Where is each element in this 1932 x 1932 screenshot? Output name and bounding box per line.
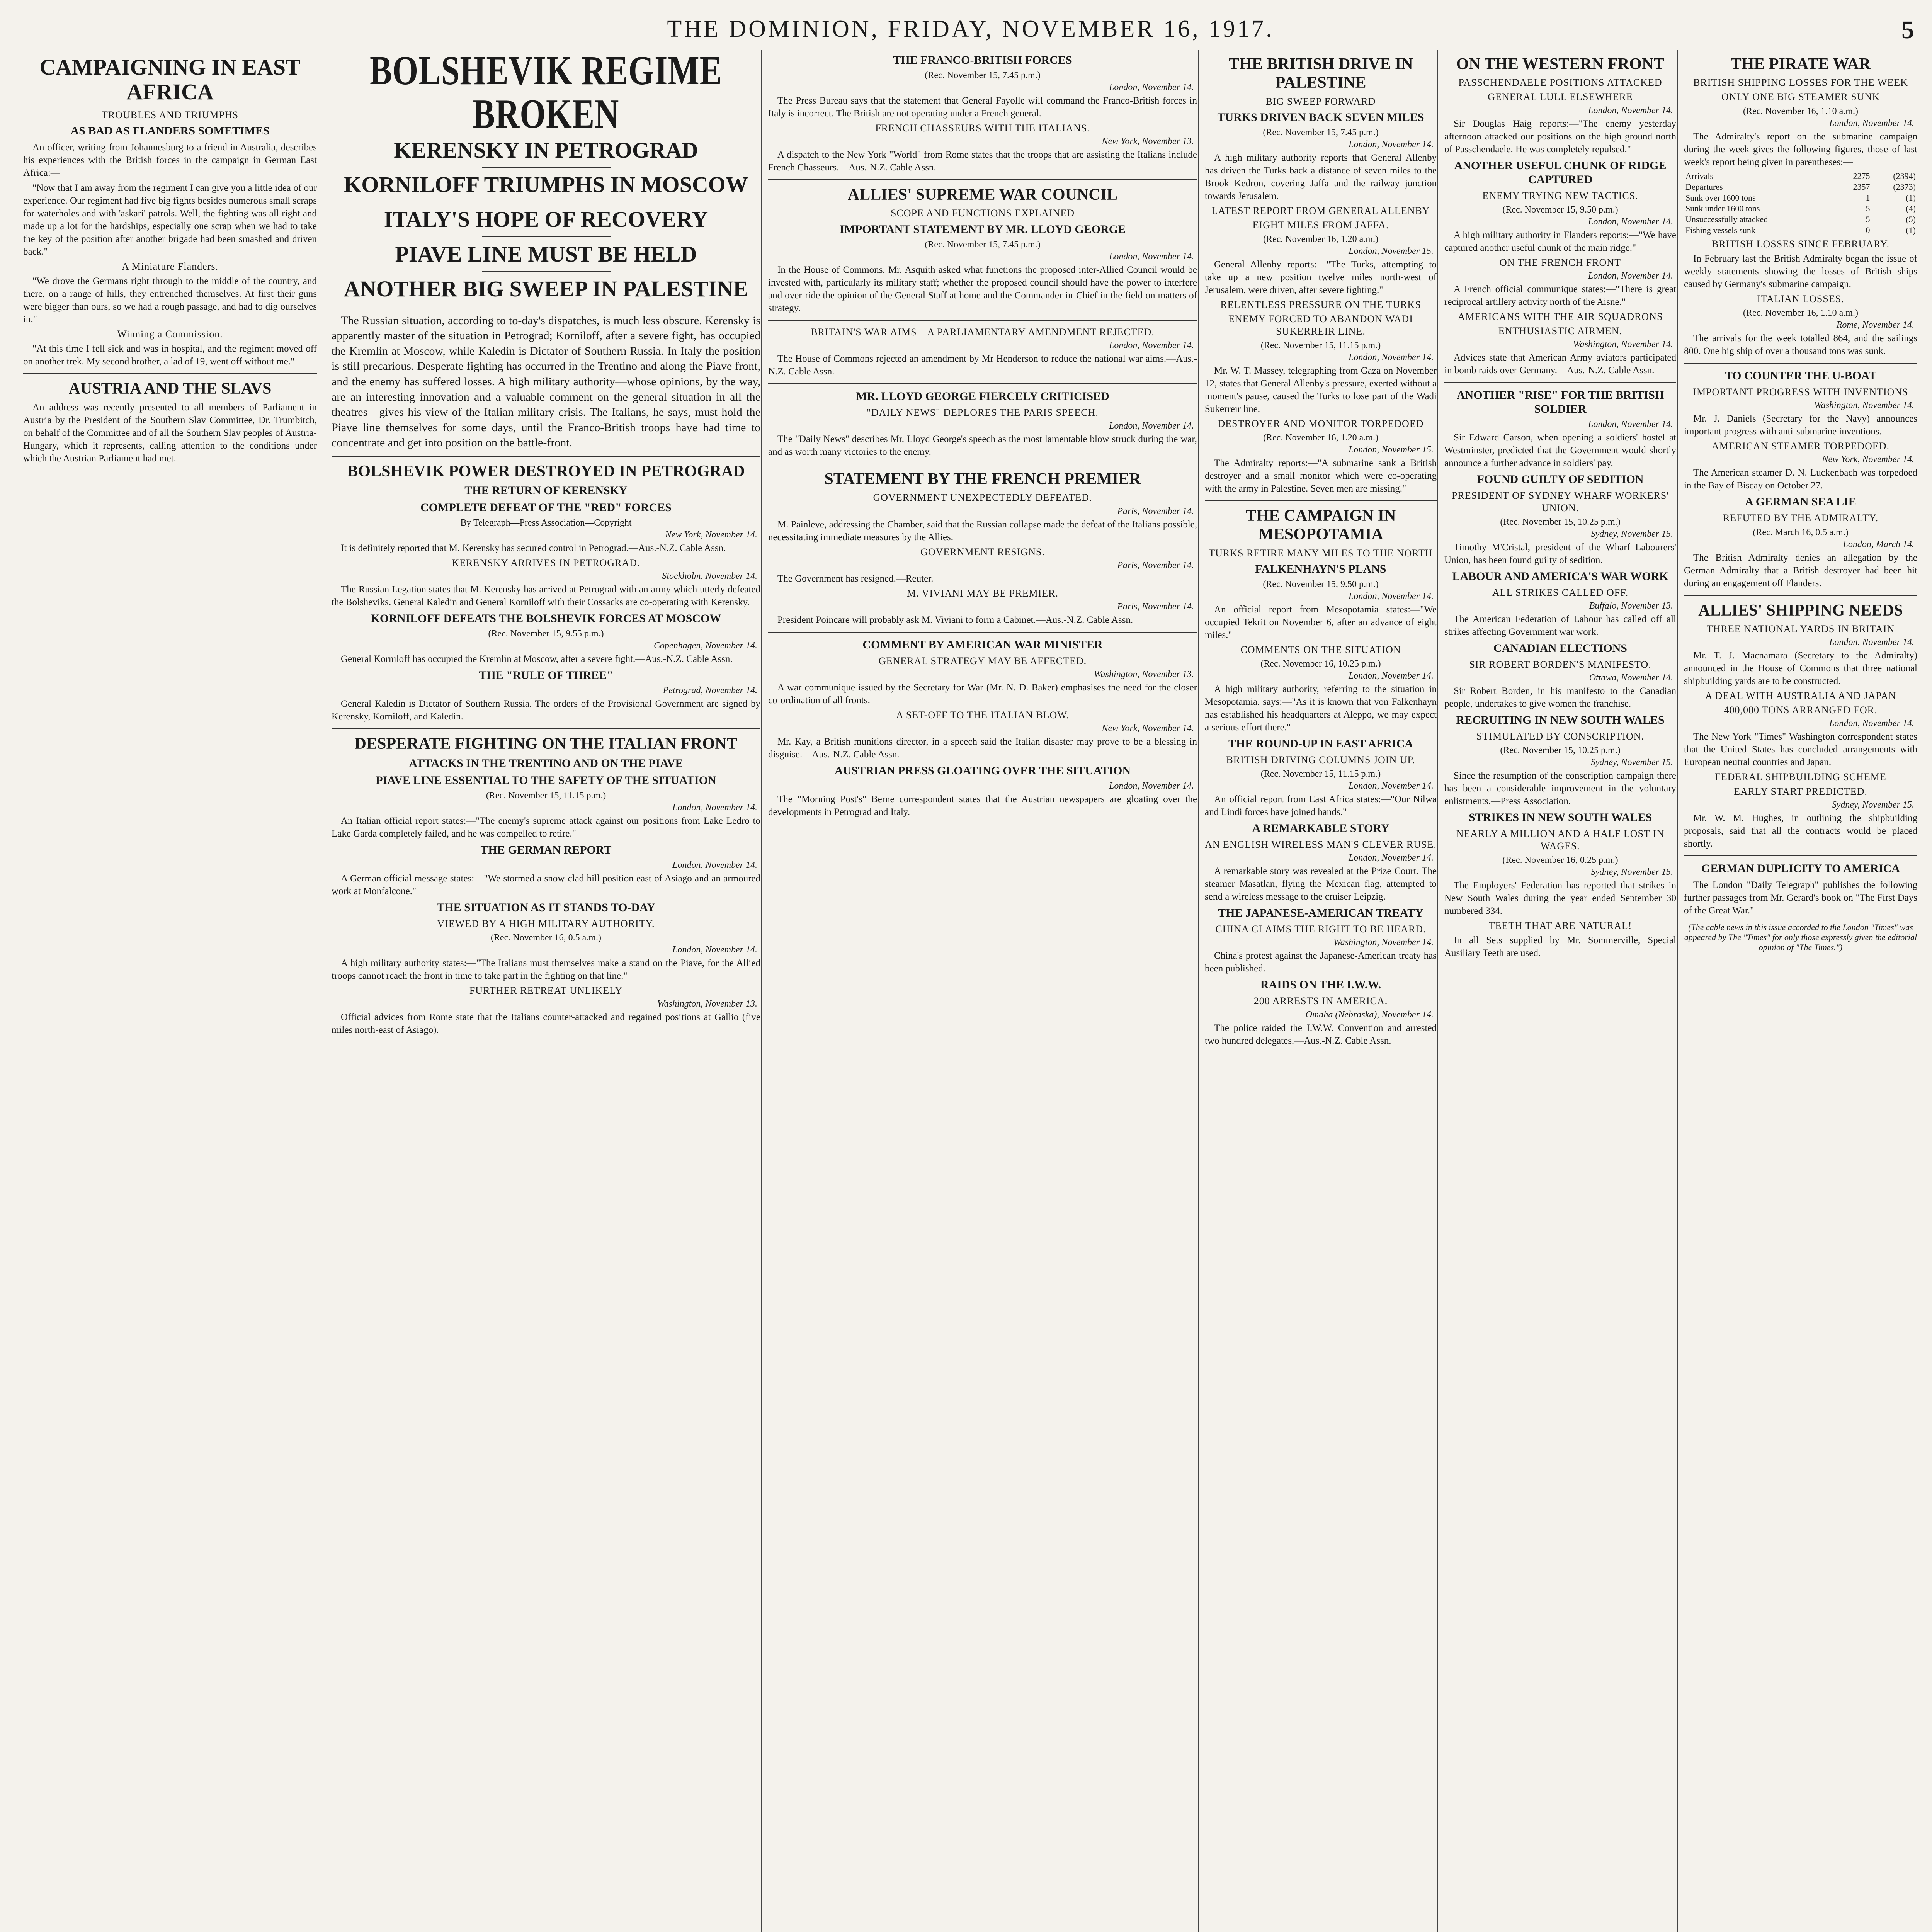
subhead: NEARLY A MILLION AND A HALF LOST IN WAGES. bbox=[1456, 828, 1665, 852]
paragraph: The "Daily News" describes Mr. Lloyd George's speech as the most lamentable blow struck during the war, and as worth many victories to the enemy. bbox=[768, 434, 1197, 457]
subhead: ENEMY FORCED TO ABANDON WADI SUKERREIR LINE. bbox=[1228, 313, 1413, 337]
shipping-losses-table bbox=[1684, 171, 1917, 236]
subhead: THE "RULE OF THREE" bbox=[479, 669, 613, 682]
dateline-place: London, November 14. bbox=[1588, 271, 1673, 281]
received-date: (Rec. November 15, 10.25 p.m.) bbox=[1500, 517, 1621, 527]
subhead: FALKENHAYN'S PLANS bbox=[1255, 562, 1386, 575]
received-date: (Rec. November 15, 7.45 p.m.) bbox=[925, 70, 1041, 80]
paragraph: An Italian official report states:—"The enemy's supreme attack against our positions from Lake Ledro to Lake Garda completely failed, and he was compelled to retire." bbox=[332, 815, 760, 839]
received-date: (Rec. March 16, 0.5 a.m.) bbox=[1753, 527, 1849, 537]
headline: KERENSKY IN PETROGRAD bbox=[394, 137, 698, 163]
headline: FOUND GUILTY OF SEDITION bbox=[1477, 473, 1644, 486]
paragraph: The Admiralty reports:—"A submarine sank a British destroyer and a small monitor which were co-operating with the army in Palestine. Seven men are missing." bbox=[1205, 457, 1437, 494]
headline: KORNILOFF TRIUMPHS IN MOSCOW bbox=[344, 172, 748, 197]
paragraph: A high military authority in Flanders reports:—"We have captured another useful chunk of the main ridge." bbox=[1444, 230, 1676, 253]
received-date: (Rec. November 15, 9.50 p.m.) bbox=[1263, 579, 1379, 589]
dateline-place: Washington, November 13. bbox=[657, 999, 757, 1009]
headline: THE FRANCO-BRITISH FORCES bbox=[893, 54, 1072, 66]
subhead: BRITISH SHIPPING LOSSES FOR THE WEEK bbox=[1693, 77, 1908, 88]
subhead: KERENSKY ARRIVES IN PETROGRAD. bbox=[452, 557, 640, 569]
subhead: "DAILY NEWS" DEPLORES THE PARIS SPEECH. bbox=[867, 406, 1099, 418]
paragraph: The Press Bureau says that the statement that General Fayolle will command the Franco-British forces in Italy is incorrect. The British are not operating under a French general. bbox=[768, 95, 1197, 119]
paragraph: A remarkable story was revealed at the Prize Court. The steamer Masatlan, flying the Mexican flag, attempted to send a wireless message to the cruiser Leipzig. bbox=[1205, 866, 1437, 902]
headline: TO COUNTER THE U-BOAT bbox=[1725, 369, 1877, 383]
stats-value: 2357 bbox=[1853, 182, 1870, 192]
dateline-place: New York, November 13. bbox=[1102, 136, 1194, 147]
paragraph: Timothy M'Cristal, president of the Wharf Labourers' Union, has been found guilty of sedition. bbox=[1444, 542, 1676, 565]
column-3 bbox=[761, 50, 1197, 1932]
headline: A GERMAN SEA LIE bbox=[1745, 495, 1856, 509]
stats-label: Sunk under 1600 tons bbox=[1685, 203, 1760, 213]
stats-value: 5 bbox=[1866, 214, 1870, 224]
subhead: BIG SWEEP FORWARD bbox=[1265, 95, 1376, 107]
headline: ON THE WESTERN FRONT bbox=[1456, 55, 1665, 73]
dateline-place: London, November 14. bbox=[672, 944, 757, 955]
subhead: COMPLETE DEFEAT OF THE "RED" FORCES bbox=[420, 501, 672, 514]
dateline-place: Petrograd, November 14. bbox=[663, 685, 757, 696]
subhead: EIGHT MILES FROM JAFFA. bbox=[1252, 219, 1389, 231]
dateline-place: London, November 14. bbox=[1109, 251, 1194, 262]
subhead: RELENTLESS PRESSURE ON THE TURKS bbox=[1220, 299, 1421, 311]
dateline-place: Washington, November 14. bbox=[1814, 400, 1914, 411]
dateline-place: London, November 14. bbox=[1349, 139, 1434, 150]
subhead: 400,000 TONS ARRANGED FOR. bbox=[1724, 704, 1878, 716]
dateline-place: Rome, November 14. bbox=[1836, 320, 1914, 330]
subhead: FEDERAL SHIPBUILDING SCHEME bbox=[1715, 771, 1886, 783]
received-date: (Rec. November 16, 0.25 p.m.) bbox=[1502, 855, 1618, 865]
summary-paragraph: The Russian situation, according to to-day's dispatches, is much less obscure. Kerensky is apparently master of the situation in Petrograd; Korniloff, after a severe fight, has occupied the Kremlin at Moscow, while Kaledin is Dictator of Southern Russia. In Italy the position is still precarious. Desperate fighting has occurred in the Trentino and along the Piave front, and the enemy has suffered losses. A high military authority—whose opinions, by the way, are an interesting innovation and a valuable comment on the general situation in all the theatres—gives his view of the Italian military crisis. The Italians, he says, must hold the Piave line themselves for some days, until the Franco-British troops have had time to concentrate and get into position on the battle-front. bbox=[332, 314, 760, 449]
dateline-place: Sydney, November 15. bbox=[1590, 757, 1673, 768]
newspaper-page bbox=[23, 15, 1918, 1932]
paragraph: The "Morning Post's" Berne correspondent states that the Austrian newspapers are gloating over the developments in Petrograd and Italy. bbox=[768, 794, 1197, 818]
headline: STATEMENT BY THE FRENCH PREMIER bbox=[824, 470, 1141, 488]
subhead: A SET-OFF TO THE ITALIAN BLOW. bbox=[896, 709, 1069, 721]
paragraph: "At this time I fell sick and was in hospital, and the regiment moved off on another trek. My second brother, a lad of 19, went off without me." bbox=[23, 344, 317, 367]
subhead: ATTACKS IN THE TRENTINO AND ON THE PIAVE bbox=[409, 757, 683, 770]
headline: LABOUR AND AMERICA'S WAR WORK bbox=[1452, 570, 1668, 583]
paragraph: The arrivals for the week totalled 864, and the sailings 800. One big ship of over a thousand tons was sunk. bbox=[1684, 333, 1917, 357]
subhead: ITALIAN LOSSES. bbox=[1757, 293, 1844, 304]
subhead: DESTROYER AND MONITOR TORPEDOED bbox=[1218, 418, 1424, 429]
headline: A REMARKABLE STORY bbox=[1252, 822, 1389, 835]
dateline-place: London, November 14. bbox=[1349, 853, 1434, 863]
headline: PIAVE LINE MUST BE HELD bbox=[395, 241, 697, 267]
stats-row bbox=[1684, 171, 1917, 182]
paragraph: President Poincare will probably ask M. Viviani to form a Cabinet.—Aus.-N.Z. Cable Assn. bbox=[777, 614, 1133, 625]
masthead-title: THE DOMINION, FRIDAY, NOVEMBER 16, 1917. bbox=[667, 16, 1274, 42]
subhead: TURKS DRIVEN BACK SEVEN MILES bbox=[1217, 111, 1424, 124]
headline: ALLIES' SHIPPING NEEDS bbox=[1698, 601, 1903, 619]
paragraph: General Allenby reports:—"The Turks, attempting to take up a new position twelve miles north-west of Jerusalem, were driven, after severe fighting." bbox=[1205, 259, 1437, 296]
section-head: Winning a Commission. bbox=[117, 328, 223, 340]
subhead: FURTHER RETREAT UNLIKELY bbox=[469, 985, 623, 996]
subhead: REFUTED BY THE ADMIRALTY. bbox=[1723, 512, 1879, 524]
section-head: A Miniature Flanders. bbox=[122, 260, 218, 272]
paragraph: The American Federation of Labour has called off all strikes affecting Government war work. bbox=[1444, 614, 1676, 637]
paragraph: An official report from Mesopotamia states:—"We occupied Tekrit on November 6, after an advance of eight miles." bbox=[1205, 604, 1437, 640]
paragraph: A German official message states:—"We stormed a snow-clad hill position east of Asiago and an armoured work at Monfalcone." bbox=[332, 873, 760, 896]
subhead: CHINA CLAIMS THE RIGHT TO BE HEARD. bbox=[1215, 923, 1426, 935]
paragraph: A French official communique states:—"There is great reciprocal artillery activity north of the Aisne." bbox=[1444, 284, 1676, 308]
received-date: (Rec. November 16, 1.10 a.m.) bbox=[1743, 308, 1858, 318]
headline: BOLSHEVIK POWER DESTROYED IN PETROGRAD bbox=[347, 462, 745, 480]
subhead: GENERAL LULL ELSEWHERE bbox=[1488, 91, 1633, 103]
subhead: ENEMY TRYING NEW TACTICS. bbox=[1482, 190, 1638, 201]
subhead: IMPORTANT PROGRESS WITH INVENTIONS bbox=[1693, 386, 1908, 398]
dateline-place: Sydney, November 15. bbox=[1590, 529, 1673, 539]
dateline-place: London, November 14. bbox=[1109, 340, 1194, 350]
paragraph: The British Admiralty denies an allegation by the German Admiralty that a British destroyer had been hit during an engagement off Flanders. bbox=[1684, 552, 1917, 588]
dateline-place: Paris, November 14. bbox=[1117, 601, 1194, 612]
subhead: BRITAIN'S WAR AIMS—A PARLIAMENTARY AMENDMENT REJECTED. bbox=[811, 326, 1155, 338]
received-date: (Rec. November 16, 1.20 a.m.) bbox=[1263, 432, 1378, 443]
subhead: PASSCHENDAELE POSITIONS ATTACKED bbox=[1458, 77, 1662, 88]
stats-label: Arrivals bbox=[1685, 171, 1714, 181]
subhead: SIR ROBERT BORDEN'S MANIFESTO. bbox=[1469, 658, 1651, 670]
paragraph: General Korniloff has occupied the Kremlin at Moscow, after a severe fight.—Aus.-N.Z. Cable Assn. bbox=[341, 654, 733, 665]
received-date: (Rec. November 15, 7.45 p.m.) bbox=[925, 239, 1041, 250]
subhead: AN ENGLISH WIRELESS MAN'S CLEVER RUSE. bbox=[1205, 839, 1437, 850]
column-5 bbox=[1437, 50, 1676, 1932]
paragraph: An official report from East Africa states:—"Our Nilwa and Lindi forces have joined hands." bbox=[1205, 794, 1437, 818]
dateline-place: London, November 14. bbox=[1588, 105, 1673, 116]
dateline-place: London, November 14. bbox=[1109, 421, 1194, 431]
stats-row bbox=[1684, 203, 1917, 214]
subhead: THREE NATIONAL YARDS IN BRITAIN bbox=[1706, 623, 1895, 634]
subhead: ONLY ONE BIG STEAMER SUNK bbox=[1721, 91, 1880, 103]
subhead: ENTHUSIASTIC AIRMEN. bbox=[1498, 325, 1622, 337]
received-date: (Rec. November 15, 9.50 p.m.) bbox=[1502, 204, 1618, 215]
subhead: FRENCH CHASSEURS WITH THE ITALIANS. bbox=[875, 122, 1090, 134]
dateline-place: London, November 14. bbox=[1109, 781, 1194, 791]
paragraph: Advices state that American Army aviators participated in bomb raids over Germany.—Aus.-N.Z. Cable Assn. bbox=[1444, 352, 1676, 376]
masthead bbox=[23, 15, 1918, 44]
headline: ANOTHER USEFUL CHUNK OF RIDGE CAPTURED bbox=[1454, 159, 1667, 186]
paragraph: Sir Robert Borden, in his manifesto to the Canadian people, undertakes to give women the franchise. bbox=[1444, 686, 1676, 709]
paragraph: A war communique issued by the Secretary for War (Mr. N. D. Baker) emphasises the need for the closer co-ordination of all fronts. bbox=[768, 682, 1197, 706]
subhead: TEETH THAT ARE NATURAL! bbox=[1488, 920, 1632, 931]
paragraph: The Russian Legation states that M. Kerensky has arrived at Petrograd with an army which utterly defeated the Bolsheviks. General Kaledin and General Korniloff with their Cossacks are co-operating with Kerensky. bbox=[332, 584, 760, 608]
subhead: LATEST REPORT FROM GENERAL ALLENBY bbox=[1211, 205, 1430, 216]
headline: RAIDS ON THE I.W.W. bbox=[1260, 978, 1381, 992]
stats-label: Departures bbox=[1685, 182, 1723, 192]
dateline-place: Stockholm, November 14. bbox=[662, 571, 757, 582]
paragraph: China's protest against the Japanese-American treaty has been published. bbox=[1205, 951, 1437, 974]
headline: THE ROUND-UP IN EAST AFRICA bbox=[1228, 737, 1413, 750]
paragraph: Mr. W. T. Massey, telegraphing from Gaza on November 12, states that General Allenby's pressure, exerted without a moment's pause, caused the Turks to lose part of the Wadi Sukerreir line. bbox=[1205, 365, 1437, 414]
paragraph: It is definitely reported that M. Kerensky has secured control in Petrograd.—Aus.-N.Z. Cable Assn. bbox=[341, 543, 726, 554]
paragraph: The Employers' Federation has reported that strikes in New South Wales during the year ended September 30 numbered 334. bbox=[1444, 880, 1676, 916]
headline: THE PIRATE WAR bbox=[1730, 55, 1871, 73]
stats-value: 1 bbox=[1866, 192, 1870, 202]
headline: ALLIES' SUPREME WAR COUNCIL bbox=[847, 186, 1118, 204]
dateline-place: Omaha (Nebraska), November 14. bbox=[1305, 1009, 1434, 1020]
page-number: 5 bbox=[1901, 16, 1914, 44]
footnote: (The cable news in this issue accorded to the London "Times" was appeared by The "Times" for only those expressly given the editorial opinion of "The Times.") bbox=[1684, 922, 1917, 952]
paragraph: Official advices from Rome state that the Italians counter-attacked and regained positions at Gallio (five miles north-east of Asiago). bbox=[332, 1012, 760, 1036]
dateline-place: Buffalo, November 13. bbox=[1589, 600, 1673, 611]
stats-row bbox=[1684, 192, 1917, 203]
subhead: A DEAL WITH AUSTRALIA AND JAPAN bbox=[1705, 690, 1896, 702]
paragraph: A high military authority reports that General Allenby has driven the Turks back a distance of seven miles to the Brook Kedron, covering Jaffa and the railway junction towards Jerusalem. bbox=[1205, 152, 1437, 201]
article-body bbox=[23, 141, 317, 368]
stats-prev: (1) bbox=[1906, 225, 1916, 235]
dateline-place: London, November 15. bbox=[1349, 246, 1434, 257]
stats-row bbox=[1684, 182, 1917, 192]
paragraph: "Now that I am away from the regiment I can give you a little idea of our experience. Our regiment had five big fights besides numerous small scraps for waterholes and with 'askari' patrols. Well, the fighting was all right and made up a lot for the hardships, especially one scrap when we had to take the key of the position after another brigade had been smashed and driven back." bbox=[23, 182, 317, 257]
dateline-place: Washington, November 14. bbox=[1573, 339, 1673, 350]
subhead: BRITISH LOSSES SINCE FEBRUARY. bbox=[1711, 238, 1890, 250]
paragraph: A high military authority states:—"The Italians must themselves make a stand on the Piave, for the Allied troops cannot reach the front in time to take part in the fighting on that line." bbox=[332, 957, 760, 981]
paragraph: A dispatch to the New York "World" from Rome states that the troops that are assisting the Italians include French Chasseurs.—Aus.-N.Z. Cable Assn. bbox=[768, 150, 1197, 173]
received-date: (Rec. November 15, 10.25 p.m.) bbox=[1500, 745, 1621, 756]
dateline-place: Ottawa, November 14. bbox=[1589, 673, 1673, 683]
dateline-place: Paris, November 14. bbox=[1117, 506, 1194, 516]
dateline-place: London, November 14. bbox=[1349, 352, 1434, 362]
headline: ANOTHER BIG SWEEP IN PALESTINE bbox=[344, 276, 748, 301]
paragraph: The police raided the I.W.W. Convention and arrested two hundred delegates.—Aus.-N.Z. Cable Assn. bbox=[1205, 1022, 1437, 1046]
paragraph: In February last the British Admiralty began the issue of weekly statements showing the losses of British ships caused by Germany's submarine campaign. bbox=[1684, 253, 1917, 289]
stats-prev: (1) bbox=[1906, 192, 1916, 202]
headline: THE BRITISH DRIVE IN PALESTINE bbox=[1228, 55, 1413, 92]
column-2 bbox=[325, 50, 760, 1932]
paragraph: Sir Douglas Haig reports:—"The enemy yesterday afternoon attacked our positions on the high ground north of Passchendaele. He was completely repulsed." bbox=[1444, 118, 1676, 155]
paragraph: The Government has resigned.—Reuter. bbox=[777, 573, 934, 584]
subhead: AMERICAN STEAMER TORPEDOED. bbox=[1711, 440, 1890, 452]
subhead: VIEWED BY A HIGH MILITARY AUTHORITY. bbox=[437, 918, 655, 929]
dateline-place: London, November 14. bbox=[1829, 118, 1914, 128]
paragraph: The House of Commons rejected an amendment by Mr Henderson to reduce the national war aims.—Aus.-N.Z. Cable Assn. bbox=[768, 353, 1197, 377]
paragraph: Since the resumption of the conscription campaign there has been a considerable improvement in the voluntary enlistments.—Press Association. bbox=[1444, 770, 1676, 807]
headline: GERMAN DUPLICITY TO AMERICA bbox=[1701, 862, 1900, 875]
received-date: (Rec. November 16, 1.20 a.m.) bbox=[1263, 234, 1378, 245]
paragraph: Mr. T. J. Macnamara (Secretary to the Admiralty) announced in the House of Commons that three national shipbuilding yards are to be constructed. bbox=[1684, 650, 1917, 687]
headline: STRIKES IN NEW SOUTH WALES bbox=[1468, 811, 1652, 824]
paragraph: Mr. J. Daniels (Secretary for the Navy) announces important progress with anti-submarine inventions. bbox=[1684, 413, 1917, 437]
subhead: THE SITUATION AS IT STANDS TO-DAY bbox=[437, 901, 655, 914]
dateline-place: London, November 14. bbox=[1829, 718, 1914, 729]
subhead: GOVERNMENT RESIGNS. bbox=[920, 546, 1045, 558]
headline: MR. LLOYD GEORGE FIERCELY CRITICISED bbox=[856, 389, 1109, 403]
paragraph: An address was recently presented to all members of Parliament in Austria by the President of the Southern Slav Committee, Dr. Trumbitch, on behalf of the Committee and of all the Southern Slav peoples of Austria-Hungary, which it represents, calling attention to the conditions under which the Austrian Parliament had met. bbox=[23, 402, 317, 464]
dateline-place: London, November 14. bbox=[672, 802, 757, 813]
subhead: 200 ARRESTS IN AMERICA. bbox=[1253, 995, 1388, 1007]
stats-value: 0 bbox=[1866, 225, 1870, 235]
dateline-place: Washington, November 13. bbox=[1094, 669, 1194, 680]
subhead: SCOPE AND FUNCTIONS EXPLAINED bbox=[890, 207, 1075, 219]
received-date: (Rec. November 16, 1.10 a.m.) bbox=[1743, 106, 1858, 116]
subhead: IMPORTANT STATEMENT BY MR. LLOYD GEORGE bbox=[839, 223, 1126, 236]
paragraph: Sir Edward Carson, when opening a soldiers' hostel at Westminster, predicted that the Government would shortly announce a further advance in soldiers' pay. bbox=[1444, 432, 1676, 469]
dateline-place: London, November 14. bbox=[1588, 216, 1673, 227]
headline: RECRUITING IN NEW SOUTH WALES bbox=[1456, 714, 1665, 727]
dateline-place: London, November 14. bbox=[1349, 670, 1434, 681]
headline: COMMENT BY AMERICAN WAR MINISTER bbox=[862, 638, 1103, 651]
paragraph: M. Painleve, addressing the Chamber, said that the Russian collapse made the defeat of the Italians possible, necessitating immediate measures by the Allies. bbox=[768, 519, 1197, 543]
paragraph: The New York "Times" Washington correspondent states that the United States has concluded arrangements with European neutral countries and Japan. bbox=[1684, 731, 1917, 768]
dateline-place: Sydney, November 15. bbox=[1590, 867, 1673, 877]
paragraph: General Kaledin is Dictator of Southern Russia. The orders of the Provisional Government are signed by Kerensky, Korniloff, and Kaledin. bbox=[332, 699, 760, 722]
stats-value: 2275 bbox=[1853, 171, 1870, 181]
byline: By Telegraph—Press Association—Copyright bbox=[460, 518, 632, 528]
stats-value: 5 bbox=[1866, 203, 1870, 213]
headline: CAMPAIGNING IN EAST AFRICA bbox=[39, 54, 301, 104]
subhead: GOVERNMENT UNEXPECTEDLY DEFEATED. bbox=[873, 492, 1092, 503]
stats-label: Sunk over 1600 tons bbox=[1685, 192, 1756, 202]
subhead: AS BAD AS FLANDERS SOMETIMES bbox=[70, 124, 270, 137]
subhead: ON THE FRENCH FRONT bbox=[1500, 257, 1621, 268]
subhead: THE RETURN OF KERENSKY bbox=[464, 484, 628, 497]
received-date: (Rec. November 15, 7.45 p.m.) bbox=[1263, 127, 1379, 138]
column-4 bbox=[1198, 50, 1437, 1932]
stats-prev: (5) bbox=[1906, 214, 1916, 224]
subhead: TURKS RETIRE MANY MILES TO THE NORTH bbox=[1209, 547, 1433, 559]
subhead: TROUBLES AND TRIUMPHS bbox=[101, 109, 239, 121]
column-6 bbox=[1677, 50, 1917, 1932]
subhead: ALL STRIKES CALLED OFF. bbox=[1492, 587, 1629, 598]
subhead: EARLY START PREDICTED. bbox=[1734, 786, 1867, 797]
dateline-place: Paris, November 14. bbox=[1117, 560, 1194, 570]
paragraph: The Admiralty's report on the submarine campaign during the week gives the following figures, those of last week's report being given in parentheses:— bbox=[1684, 131, 1917, 167]
headline: AUSTRIA AND THE SLAVS bbox=[68, 380, 272, 398]
stats-label: Unsuccessfully attacked bbox=[1685, 214, 1768, 224]
dateline-place: Washington, November 14. bbox=[1333, 937, 1434, 948]
dateline-place: London, November 14. bbox=[1109, 82, 1194, 92]
stats-prev: (4) bbox=[1906, 203, 1916, 213]
main-headline: BOLSHEVIK REGIME BROKEN bbox=[369, 50, 723, 137]
received-date: (Rec. November 16, 0.5 a.m.) bbox=[491, 932, 601, 943]
paragraph: Mr. W. M. Hughes, in outlining the shipbuilding proposals, said that all the contracts would be placed shortly. bbox=[1684, 813, 1917, 849]
paragraph: In the House of Commons, Mr. Asquith asked what functions the proposed inter-Allied Council would be invested with, particularly its military staff; whether the proposed council should have the power to interfere and over-ride the opinion of the General Staff at home and the Commander-in-Chief in the field on matters of strategy. bbox=[768, 264, 1197, 313]
dateline-place: New York, November 14. bbox=[665, 530, 757, 540]
subhead: STIMULATED BY CONSCRIPTION. bbox=[1476, 731, 1645, 742]
stats-label: Fishing vessels sunk bbox=[1685, 225, 1755, 235]
dateline-place: Copenhagen, November 14. bbox=[654, 641, 757, 651]
received-date: (Rec. November 15, 9.55 p.m.) bbox=[488, 629, 604, 639]
headline: AUSTRIAN PRESS GLOATING OVER THE SITUATION bbox=[834, 764, 1131, 777]
subhead: PIAVE LINE ESSENTIAL TO THE SAFETY OF THE SITUATION bbox=[376, 774, 716, 787]
dateline-place: Sydney, November 15. bbox=[1832, 799, 1914, 810]
stats-prev: (2373) bbox=[1893, 182, 1916, 192]
headline: ANOTHER "RISE" FOR THE BRITISH SOLDIER bbox=[1456, 389, 1664, 416]
dateline-place: London, November 14. bbox=[1349, 591, 1434, 601]
divider bbox=[23, 373, 317, 374]
dateline-place: London, November 14. bbox=[1588, 419, 1673, 430]
received-date: (Rec. November 15, 11.15 p.m.) bbox=[1260, 340, 1381, 350]
dateline-place: New York, November 14. bbox=[1822, 454, 1914, 465]
paragraph: Mr. Kay, a British munitions director, in a speech said the Italian disaster may prove to be a blessing in disguise.—Aus.-N.Z. Cable Assn. bbox=[768, 736, 1197, 760]
subhead: PRESIDENT OF SYDNEY WHARF WORKERS' UNION. bbox=[1451, 490, 1669, 514]
subhead: THE GERMAN REPORT bbox=[480, 843, 612, 856]
stats-row bbox=[1684, 225, 1917, 236]
dateline-place: London, November 14. bbox=[1829, 637, 1914, 648]
headline: THE JAPANESE-AMERICAN TREATY bbox=[1218, 906, 1423, 920]
subhead: GENERAL STRATEGY MAY BE AFFECTED. bbox=[878, 655, 1087, 667]
subhead: AMERICANS WITH THE AIR SQUADRONS bbox=[1458, 311, 1663, 323]
column-1 bbox=[23, 50, 317, 1932]
dateline-place: London, November 15. bbox=[1349, 444, 1434, 455]
received-date: (Rec. November 15, 11.15 p.m.) bbox=[486, 790, 606, 801]
dateline-place: London, November 14. bbox=[1349, 781, 1434, 791]
stats-prev: (2394) bbox=[1893, 171, 1916, 181]
paragraph: In all Sets supplied by Mr. Sommerville, Special Ausiliary Teeth are used. bbox=[1444, 935, 1676, 958]
dateline-place: New York, November 14. bbox=[1102, 723, 1194, 734]
paragraph: The London "Daily Telegraph" publishes the following further passages from Mr. Gerard's book on "The First Days of the Great War." bbox=[1684, 879, 1917, 916]
received-date: (Rec. November 16, 10.25 p.m.) bbox=[1260, 658, 1381, 669]
dateline-place: London, November 14. bbox=[672, 860, 757, 870]
dateline-place: London, March 14. bbox=[1843, 539, 1914, 549]
paragraph: "We drove the Germans right through to the middle of the country, and there, on a range of hills, they entrenched themselves. At first their guns were bigger than ours, so we had a rough passage, and had to dig ourselves in." bbox=[23, 276, 317, 325]
headline: THE CAMPAIGN IN MESOPOTAMIA bbox=[1245, 507, 1396, 544]
headline: CANADIAN ELECTIONS bbox=[1493, 641, 1627, 655]
subhead: M. VIVIANI MAY BE PREMIER. bbox=[907, 587, 1058, 599]
received-date: (Rec. November 15, 11.15 p.m.) bbox=[1260, 769, 1381, 779]
paragraph: A high military authority, referring to the situation in Mesopotamia, says:—"As it is known that von Falkenhayn has established his headquarters at Aleppo, we may expect a serious effort there." bbox=[1205, 684, 1437, 733]
headline: DESPERATE FIGHTING ON THE ITALIAN FRONT bbox=[354, 735, 738, 753]
headline: ITALY'S HOPE OF RECOVERY bbox=[384, 207, 708, 232]
stats-row bbox=[1684, 214, 1917, 225]
paragraph: An officer, writing from Johannesburg to a friend in Australia, describes his experiences with the British forces in the campaign in German East Africa:— bbox=[23, 142, 317, 178]
subhead: KORNILOFF DEFEATS THE BOLSHEVIK FORCES AT MOSCOW bbox=[371, 612, 721, 625]
subhead: BRITISH DRIVING COLUMNS JOIN UP. bbox=[1226, 754, 1415, 765]
subhead: COMMENTS ON THE SITUATION bbox=[1240, 644, 1401, 655]
paragraph: The American steamer D. N. Luckenbach was torpedoed in the Bay of Biscay on October 27. bbox=[1684, 468, 1917, 491]
